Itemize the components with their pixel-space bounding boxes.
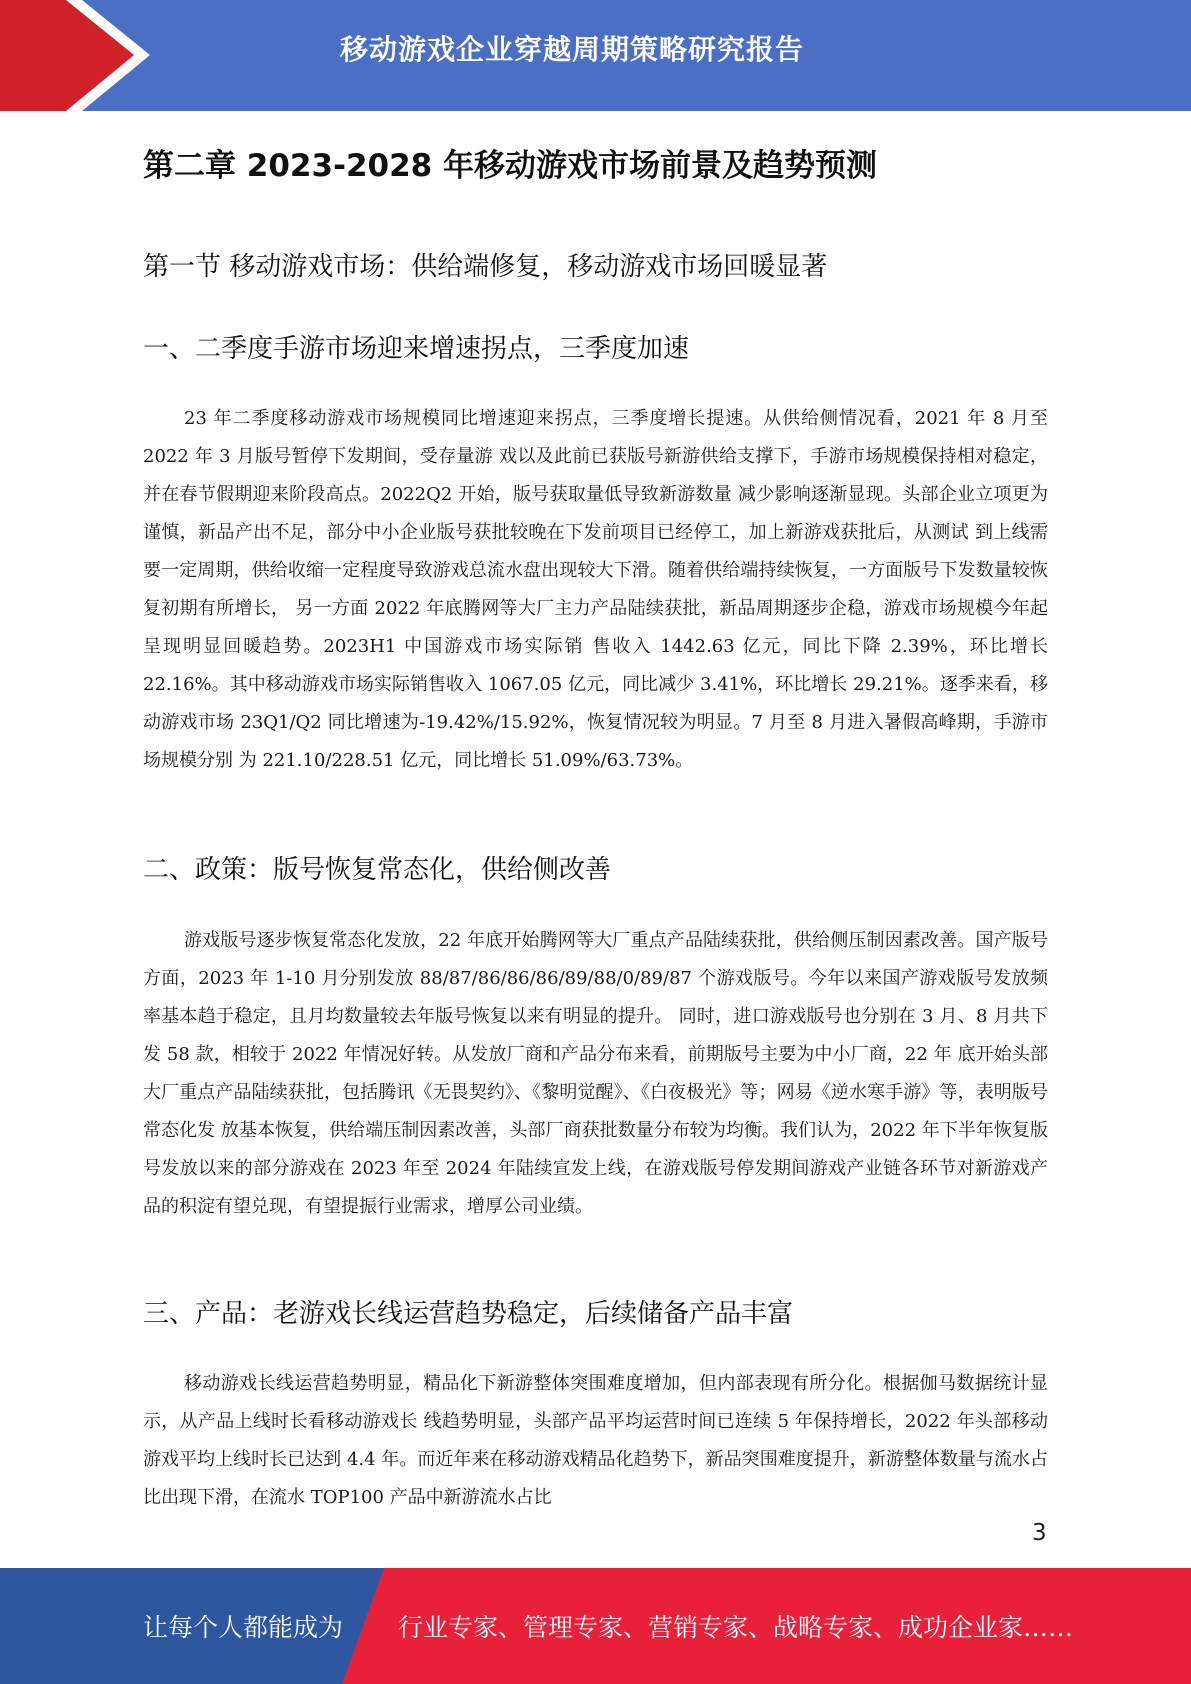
subsection-title-2: 二、政策：版号恢复常态化，供给侧改善 xyxy=(143,855,612,885)
paragraph-3: 移动游戏长线运营趋势明显，精品化下新游整体突围难度增加，但内部表现有所分化。根据伽马数据统计显示，从产品上线时长看移动游戏长 线趋势明显，头部产品平均运营时间已连续 5 年保持增长，2022 年头部移动游戏平均上线时长已达到 4.4 年。而近年来在移动游戏精品化趋势下，新品突围难度提升，新游整体数量与流水占比出现下滑，在流水 TOP100 产品中新游流水占比 xyxy=(143,1373,1048,1508)
page-number: 3 xyxy=(1032,1520,1047,1546)
page-header xyxy=(0,0,1191,111)
page-footer xyxy=(0,1568,1191,1684)
report-title: 移动游戏企业穿越周期策略研究报告 xyxy=(340,33,805,66)
chapter-title: 第二章 2023-2028 年移动游戏市场前景及趋势预测 xyxy=(143,148,878,184)
subsection-title-3: 三、产品：老游戏长线运营趋势稳定，后续储备产品丰富 xyxy=(143,1299,794,1329)
section-title: 第一节 移动游戏市场：供给端修复，移动游戏市场回暖显著 xyxy=(143,252,828,282)
footer-slogan-right: 行业专家、管理专家、营销专家、战略专家、成功企业家…… xyxy=(398,1613,1074,1642)
subsection-title-1: 一、二季度手游市场迎来增速拐点，三季度加速 xyxy=(143,334,690,364)
paragraph-1: 23 年二季度移动游戏市场规模同比增速迎来拐点，三季度增长提速。从供给侧情况看，2021 年 8 月至 2022 年 3 月版号暂停下发期间，受存量游 戏以及此前已获版号新游供给支撑下，手游市场规模保持相对稳定，并在春节假期迎来阶段高点。2022Q2 开始，版号获取量低导致新游数量 减少影响逐渐显现。头部企业立项更为谨慎，新品产出不足，部分中小企业版号获批较晚在下发前项目已经停工，加上新游戏获批后，从测试 到上线需要一定周期，供给收缩一定程度导致游戏总流水盘出现较大下滑。随着供给端持续恢复，一方面版号下发数量较恢复初期有所增长， 另一方面 2022 年底腾网等大厂主力产品陆续获批，新品周期逐步企稳，游戏市场规模今年起呈现明显回暖趋势。2023H1 中国游戏市场实际销 售收入 1442.63 亿元，同比下降 2.39%，环比增长 22.16%。其中移动游戏市场实际销售收入 1067.05 亿元，同比减少 3.41%，环比增长 29.21%。逐季来看，移动游戏市场 23Q1/Q2 同比增速为-19.42%/15.92%，恢复情况较为明显。7 月至 8 月进入暑假高峰期，手游市场规模分别 为 221.10/228.51 亿元，同比增长 51.09%/63.73%。 xyxy=(143,408,1048,771)
footer-slogan-left: 让每个人都能成为 xyxy=(143,1613,344,1642)
paragraph-2: 游戏版号逐步恢复常态化发放，22 年底开始腾网等大厂重点产品陆续获批，供给侧压制因素改善。国产版号方面，2023 年 1-10 月分别发放 88/87/86/86/86/89/88/0/89/87 个游戏版号。今年以来国产游戏版号发放频率基本趋于稳定，且月均数量较去年版号恢复以来有明显的提升。 同时，进口游戏版号也分别在 3 月、8 月共下发 58 款，相较于 2022 年情况好转。从发放厂商和产品分布来看，前期版号主要为中小厂商，22 年 底开始头部大厂重点产品陆续获批，包括腾讯《无畏契约》、《黎明觉醒》、《白夜极光》等；网易《逆水寒手游》等，表明版号常态化发 放基本恢复，供给端压制因素改善，头部厂商获批数量分布较为均衡。我们认为，2022 年下半年恢复版号发放以来的部分游戏在 2023 年至 2024 年陆续宣发上线，在游戏版号停发期间游戏产业链各环节对新游戏产品的积淀有望兑现，有望提振行业需求，增厚公司业绩。 xyxy=(143,930,1048,1217)
